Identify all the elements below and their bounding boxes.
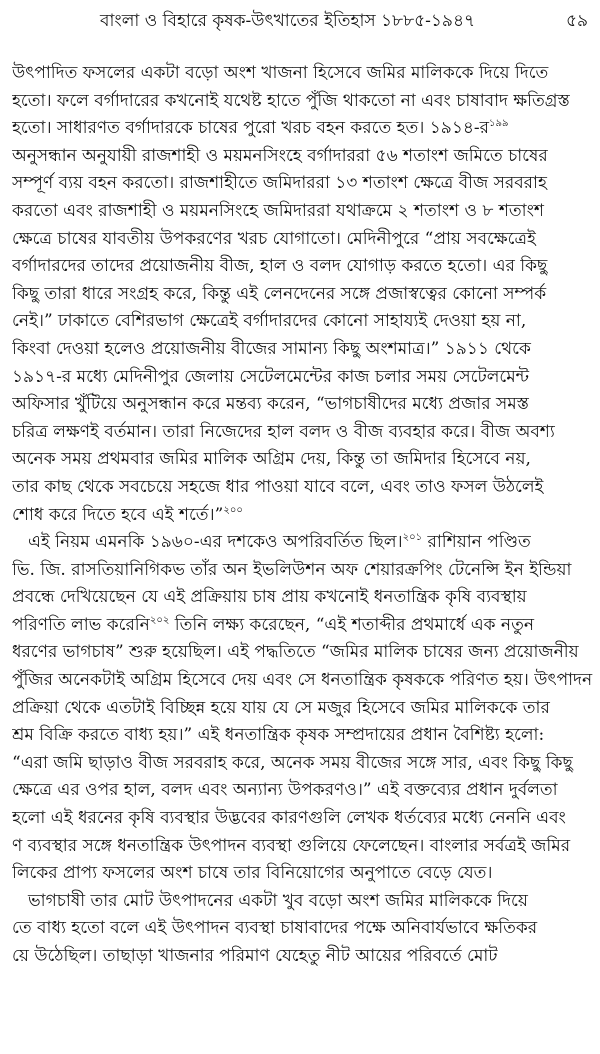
text-line: ণ ব্যবস্থার সঙ্গে ধনতান্ত্রিক উৎপাদন ব্যবস্থা গুলিয়ে ফেলেছেন। বাংলার সর্বত্রই জমির: [12, 835, 571, 856]
footnote-ref: ২০০: [223, 504, 243, 516]
text-line: শোধ করে দিতে হবে এই শর্তে।”$^{২০০}$: [12, 504, 243, 525]
text-line: হতো। সাধারণত বর্গাদারকে চাষের পুরো খরচ বহন করতে হত। ১৯১৪-র$^{১৯৯}$: [12, 118, 509, 139]
text-line: অনুসন্ধান অনুযায়ী রাজশাহী ও ময়মনসিংহে বর্গাদাররা ৫৬ শতাংশ জমিতে চাষের: [12, 145, 548, 166]
text-line: সম্পূর্ণ ব্যয় বহন করতো। রাজশাহীতে জমিদাররা ১৩ শতাংশ ক্ষেত্রে বীজ সরবরাহ: [12, 173, 547, 194]
page-number: ৫৯: [565, 11, 588, 31]
running-header: [0, 4, 600, 34]
footnote-ref: ২০২: [149, 614, 170, 626]
text-line: উৎপাদিত ফসলের একটা বড়ো অংশ খাজনা হিসেবে জমির মালিককে দিয়ে দিতে: [12, 63, 549, 83]
text-line: অনেক সময় প্রথমবার জমির মালিক অগ্রিম দেয়, কিন্তু তা জমিদার হিসেবে নয়,: [12, 449, 531, 470]
text-line: অফিসার খুঁটিয়ে অনুসন্ধান করে মন্তব্য করেন, “ভাগচাষীদের মধ্যে প্রজার সমস্ত: [12, 394, 529, 415]
text-line: চরিত্র লক্ষণই বর্তমান। তারা নিজেদের হাল বলদ ও বীজ ব্যবহার করে। বীজ অবশ্য: [12, 421, 555, 442]
text-line: প্রবন্ধে দেখিয়েছেন যে এই প্রক্রিয়ায় চাষ প্রায় কখনোই ধনতান্ত্রিক কৃষি ব্যবস্থায়: [12, 587, 527, 608]
text-line: পুঁজির অনেকটাই অগ্রিম হিসেবে দেয় এবং সে ধনতান্ত্রিক কৃষককে পরিণত হয়। উৎপাদন: [12, 670, 593, 691]
paragraph-start-line: ভাগচাষী তার মোট উৎপাদনের একটা খুব বড়ো অংশ জমির মালিককে দিয়ে: [28, 890, 528, 911]
text-line: করতো এবং রাজশাহী ও ময়মনসিংহে জমিদাররা যথাক্রমে ২ শতাংশ ও ৮ শতাংশ: [12, 200, 544, 221]
body-text: [12, 60, 594, 971]
text-line: ভি. জি. রাসতিয়ানিগিকভ তাঁর অন ইভলিউশন অফ শেয়ারক্রপিং টেনেন্সি ইন ইন্ডিয়া: [12, 559, 572, 580]
text-line: ধরণের ভাগচাষ” শুরু হয়েছিল। এই পদ্ধতিতে “জমির মালিক চাষের জন্য প্রয়োজনীয়: [12, 642, 579, 663]
text-line: কিছু তারা ধারে সংগ্রহ করে, কিন্তু এই লেনদেনের সঙ্গে প্রজাস্বত্বের কোনো সম্পর্ক: [12, 283, 547, 304]
text-line: ক্ষেত্রে চাষের যাবতীয় উপকরণের খরচ যোগাতো। মেদিনীপুরে “প্রায় সবক্ষেত্রেই: [12, 228, 536, 249]
footnote-ref: ১৯৯: [489, 118, 509, 130]
text-line: বর্গাদারদের তাদের প্রয়োজনীয় বীজ, হাল ও বলদ যোগাড় করতে হতো। এর কিছু: [12, 256, 548, 277]
text-line: কিংবা দেওয়া হলেও প্রয়োজনীয় বীজের সামান্য কিছু অংশমাত্র।” ১৯১১ থেকে: [12, 338, 531, 359]
text-line: লিকের প্রাপ্য ফসলের অংশ চাষে তার বিনিয়োগের অনুপাতে বেড়ে যেত।: [12, 863, 493, 884]
text-line: তে বাধ্য হতো বলে এই উৎপাদন ব্যবস্থা চাষাবাদের পক্ষে অনিবার্যভাবে ক্ষতিকর: [12, 918, 538, 939]
text-line: তার কাছ থেকে সবচেয়ে সহজে ধার পাওয়া যাবে বলে, এবং তাও ফসল উঠলেই: [12, 476, 544, 497]
text-line: নেই।” ঢাকাতে বেশিরভাগ ক্ষেত্রেই বর্গাদারদের কোনো সাহায্যই দেওয়া হয় না,: [12, 311, 527, 332]
paragraph-start-line: এই নিয়ম এমনকি ১৯৬০-এর দশকেও অপরিবর্তিত ছিল।$^{২০১}$ রাশিয়ান পণ্ডিত: [28, 532, 531, 553]
footnote-ref: ২০১: [402, 532, 423, 544]
text-line: ১৯১৭-র মধ্যে মেদিনীপুর জেলায় সেটেলমেন্টের কাজ চলার সময় সেটেলমেন্ট: [12, 366, 530, 387]
text-line: ক্ষেত্রে এর ওপর হাল, বলদ এবং অন্যান্য উপকরণও।” এই বক্তব্যের প্রধান দুর্বলতা: [12, 780, 558, 801]
text-line: শ্রম বিক্রি করতে বাধ্য হয়।” এই ধনতান্ত্রিক কৃষক সম্প্রদায়ের প্রধান বৈশিষ্ট্য হলো:: [12, 725, 545, 746]
text-line: য়ে উঠেছিল। তাছাড়া খাজনার পরিমাণ যেহেতু নীট আয়ের পরিবর্তে মোট: [12, 946, 498, 966]
text-line: হতো। ফলে বর্গাদারের কখনোই যথেষ্ট হাতে পুঁজি থাকতো না এবং চাষাবাদ ক্ষতিগ্রস্ত: [12, 90, 570, 111]
text-line: হলো এই ধরনের কৃষি ব্যবস্থার উদ্ভবের কারণগুলি লেখক ধর্তব্যের মধ্যে নেননি এবং: [12, 808, 566, 829]
text-line: “এরা জমি ছাড়াও বীজ সরবরাহ করে, অনেক সময় বীজের সঙ্গে সার, এবং কিছু কিছু: [12, 752, 573, 773]
text-line: পরিণতি লাভ করেনি$^{২০২}$ তিনি লক্ষ্য করেছেন, “এই শতাব্দীর প্রথমার্ধে এক নতুন: [12, 614, 534, 635]
text-line: প্রক্রিয়া থেকে এতটাই বিচ্ছিন্ন হয়ে যায় যে সে মজুর হিসেবে জমির মালিককে তার: [12, 697, 550, 718]
running-header-title: বাংলা ও বিহারে কৃষক-উৎখাতের ইতিহাস ১৮৮৫-১৯৪৭: [100, 11, 476, 31]
